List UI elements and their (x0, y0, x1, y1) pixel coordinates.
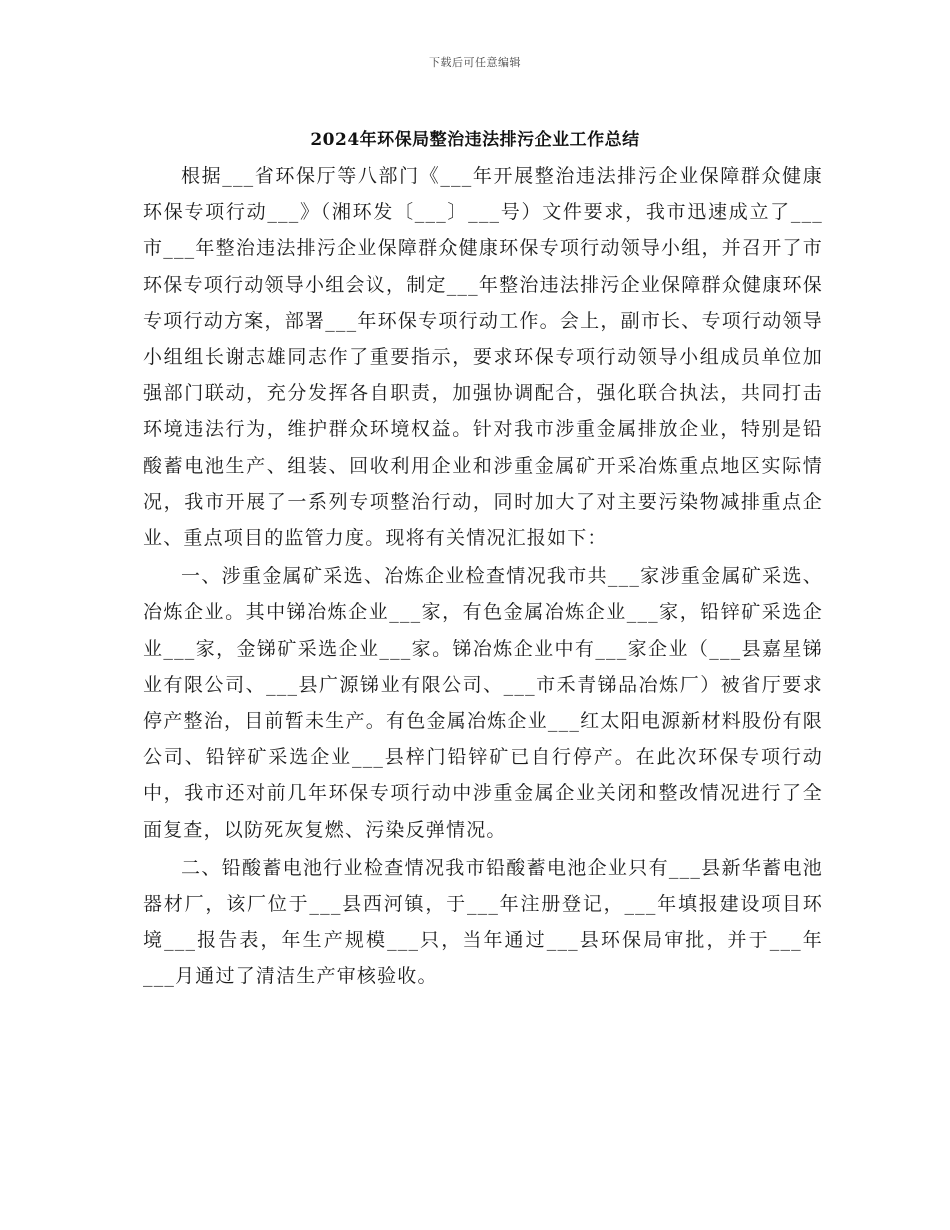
document-title: 2024年环保局整治违法排污企业工作总结 (310, 130, 640, 150)
paragraph-section-2: 二、铅酸蓄电池行业检查情况我市铅酸蓄电池企业只有___县新华蓄电池器材厂，该厂位于___县西河镇，于___年注册登记，___年填报建设项目环境___报告表，年生产规模___只，当年通过___县环保局审批，并于___年___月通过了清洁生产审核验收。 (143, 856, 823, 988)
paragraph-intro: 根据___省环保厅等八部门《___年开展整治违法排污企业保障群众健康环保专项行动___》（湘环发〔___〕___号）文件要求，我市迅速成立了___市___年整治违法排污企业保障群众健康环保专项行动领导小组，并召开了市环保专项行动领导小组会议，制定___年整治违法排污企业保障群众健康环保专项行动方案，部署___年环保专项行动工作。会上，副市长、专项行动领导小组组长谢志雄同志作了重要指示，要求环保专项行动领导小组成员单位加强部门联动，充分发挥各自职责，加强协调配合，强化联合执法，共同打击环境违法行为，维护群众环境权益。针对我市涉重金属排放企业，特别是铅酸蓄电池生产、组装、回收利用企业和涉重金属矿开采冶炼重点地区实际情况，我市开展了一系列专项整治行动，同时加大了对主要污染物减排重点企业、重点项目的监管力度。现将有关情况汇报如下： (143, 165, 823, 550)
document-body (143, 158, 823, 995)
header-note: 下载后可任意编辑 (429, 56, 521, 69)
paragraph-section-1: 一、涉重金属矿采选、冶炼企业检查情况我市共___家涉重金属矿采选、冶炼企业。其中锑冶炼企业___家，有色金属冶炼企业___家，铅锌矿采选企业___家，金锑矿采选企业___家。锑冶炼企业中有___家企业（___县嘉星锑业有限公司、___县广源锑业有限公司、___市禾青锑品冶炼厂）被省厅要求停产整治，目前暂未生产。有色金属冶炼企业___红太阳电源新材料股份有限公司、铅锌矿采选企业___县梓门铅锌矿已自行停产。在此次环保专项行动中，我市还对前几年环保专项行动中涉重金属企业关闭和整改情况进行了全面复查，以防死灰复燃、污染反弹情况。 (143, 565, 823, 841)
